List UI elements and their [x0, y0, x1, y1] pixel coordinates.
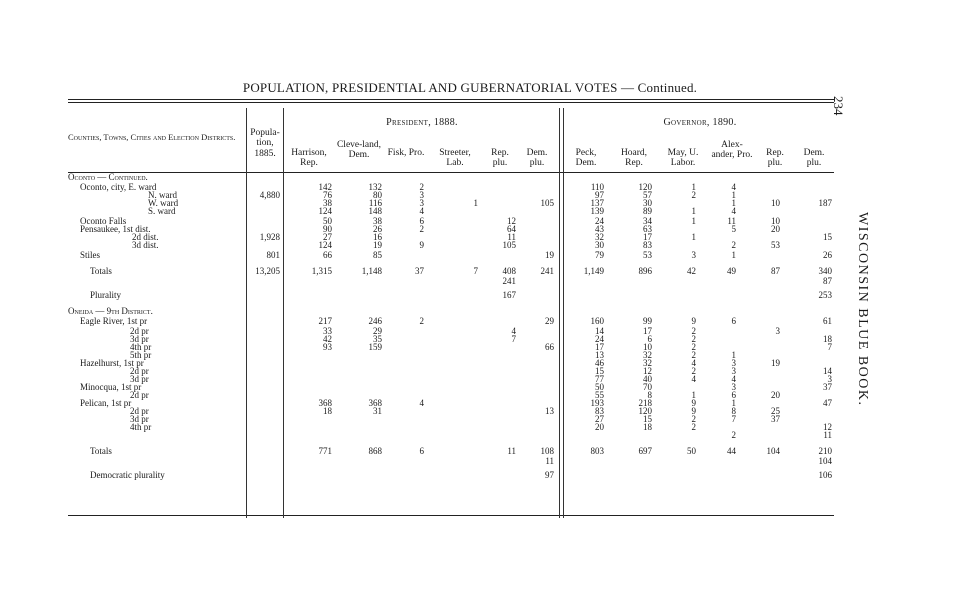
table-cell: 2 [691, 190, 696, 200]
table-cell: 108 [540, 446, 554, 456]
table-cell: 408 [502, 266, 516, 276]
table-cell: 2 [691, 334, 696, 344]
table-cell: 37 [771, 414, 780, 424]
table-cell: 6 [731, 390, 736, 400]
table-cell: 241 [502, 276, 516, 286]
table-cell: 11 [727, 216, 736, 226]
table-cell: 1,928 [259, 232, 280, 242]
table-cell: 2 [691, 366, 696, 376]
col-fisk: Fisk, Pro. [387, 148, 425, 158]
row-label [68, 470, 270, 480]
table-cell: 63 [643, 224, 652, 234]
col-rep-plu-1890: Rep. plu. [766, 148, 784, 169]
col-cleveland: Cleve-land, Dem. [336, 140, 382, 161]
table-row [68, 250, 834, 260]
table-cell: 50 [595, 382, 604, 392]
row-label [68, 240, 312, 250]
table-cell: 1,315 [311, 266, 332, 276]
row-label-text: 4th pr [130, 422, 152, 432]
table-cell: 32 [595, 232, 604, 242]
table-cell: 6 [647, 334, 652, 344]
table-cell: 11 [507, 446, 516, 456]
row-label-text: Stiles [80, 250, 101, 260]
table-cell: 120 [638, 406, 652, 416]
table-row [68, 276, 834, 286]
table-cell: 167 [502, 290, 516, 300]
row-label-text: Plurality [90, 290, 121, 300]
table-cell: 116 [368, 198, 382, 208]
row-label-text: S. ward [148, 206, 176, 216]
table-cell: 218 [638, 398, 652, 408]
table-cell: 241 [540, 266, 554, 276]
table-cell: 33 [323, 326, 332, 336]
table-cell: 20 [771, 224, 780, 234]
table-cell: 83 [643, 240, 652, 250]
col-may: May, U. Labor. [667, 148, 699, 169]
table-cell: 76 [323, 190, 332, 200]
table-cell: 50 [687, 446, 696, 456]
table-row [68, 172, 834, 182]
row-label-text: 4th pr [130, 342, 152, 352]
table-cell: 3 [731, 358, 736, 368]
table-cell: 120 [638, 182, 652, 192]
col-alexander: Alex-ander, Pro. [711, 140, 753, 161]
top-rule-double [68, 102, 834, 103]
table-cell: 4,880 [259, 190, 280, 200]
table-cell: 1 [731, 250, 736, 260]
table-cell: 46 [595, 358, 604, 368]
table-cell: 2 [691, 414, 696, 424]
table-cell: 2 [691, 326, 696, 336]
table-bottom-rule [68, 515, 834, 516]
table-cell: 2 [731, 430, 736, 440]
table-cell: 7 [511, 334, 516, 344]
table-cell: 159 [368, 342, 382, 352]
table-cell: 7 [827, 342, 832, 352]
col-streeter: Streeter, Lab. [439, 148, 471, 169]
table-cell: 4 [419, 206, 424, 216]
table-cell: 77 [595, 374, 604, 384]
table-cell: 253 [818, 290, 832, 300]
top-rule [68, 99, 834, 100]
table-row [68, 456, 834, 466]
table-cell: 3 [419, 190, 424, 200]
row-label-text: W. ward [148, 198, 179, 208]
table-cell: 20 [771, 390, 780, 400]
table-cell: 142 [318, 182, 332, 192]
table-row [68, 316, 834, 326]
col-peck: Peck, Dem. [575, 148, 597, 169]
table-cell: 79 [595, 250, 604, 260]
table-cell: 10 [771, 216, 780, 226]
table-cell: 14 [595, 326, 604, 336]
table-cell: 37 [415, 266, 424, 276]
table-cell: 187 [818, 198, 832, 208]
table-cell: 93 [323, 342, 332, 352]
row-label-text: 2d pr [130, 390, 149, 400]
table-cell: 37 [823, 382, 832, 392]
table-cell: 14 [823, 366, 832, 376]
table-cell: 90 [323, 224, 332, 234]
table-cell: 15 [643, 414, 652, 424]
table-cell: 340 [818, 266, 832, 276]
col-dem-plu-1890: Dem. plu. [803, 148, 825, 169]
table-cell: 132 [368, 182, 382, 192]
row-label [68, 446, 270, 456]
table-row [68, 206, 834, 216]
table-cell: 9 [691, 398, 696, 408]
table-cell: 64 [507, 224, 516, 234]
row-label-text: Oconto, city, E. ward [80, 182, 157, 192]
table-cell: 55 [595, 390, 604, 400]
table-cell: 9 [691, 406, 696, 416]
table-cell: 25 [771, 406, 780, 416]
table-cell: 19 [545, 250, 554, 260]
table-cell: 3 [731, 382, 736, 392]
col-rep-plu-1888: Rep. plu. [491, 148, 509, 169]
table-cell: 66 [545, 342, 554, 352]
table-cell: 896 [638, 266, 652, 276]
table-cell: 4 [731, 182, 736, 192]
row-label [68, 206, 328, 216]
table-cell: 99 [643, 316, 652, 326]
governor-group-header: Governor, 1890. [663, 117, 737, 128]
table-cell: 2 [419, 316, 424, 326]
table-cell: 87 [823, 276, 832, 286]
col-dem-plu-1888: Dem. plu. [526, 148, 548, 169]
table-cell: 15 [595, 366, 604, 376]
row-label [68, 266, 270, 276]
col-hoard: Hoard, Rep. [620, 148, 648, 169]
table-cell: 53 [771, 240, 780, 250]
table-cell: 137 [590, 198, 604, 208]
table-cell: 24 [595, 216, 604, 226]
table-cell: 104 [766, 446, 780, 456]
table-row [68, 430, 834, 440]
table-cell: 17 [595, 342, 604, 352]
table-cell: 246 [368, 316, 382, 326]
row-label-text: Pensaukee, 1st dist. [80, 224, 151, 234]
table-cell: 49 [727, 266, 736, 276]
table-cell: 110 [590, 182, 604, 192]
table-cell: 97 [595, 190, 604, 200]
table-cell: 47 [823, 398, 832, 408]
table-cell: 105 [540, 198, 554, 208]
table-cell: 1 [691, 182, 696, 192]
table-cell: 3 [731, 366, 736, 376]
table-cell: 66 [323, 250, 332, 260]
row-label [68, 316, 260, 326]
row-label-text: 3d pr [130, 414, 149, 424]
table-cell: 8 [731, 406, 736, 416]
table-cell: 104 [818, 456, 832, 466]
table-cell: 105 [502, 240, 516, 250]
row-label-text: Eagle River, 1st pr [80, 316, 148, 326]
row-label-text: Totals [90, 446, 112, 456]
table-cell: 4 [511, 326, 516, 336]
table-row [68, 446, 834, 456]
president-group-header: President, 1888. [386, 117, 458, 128]
table-cell: 124 [318, 240, 332, 250]
table-cell: 13 [545, 406, 554, 416]
table-cell: 368 [318, 398, 332, 408]
table-row [68, 240, 834, 250]
table-cell: 801 [266, 250, 280, 260]
row-label [68, 172, 248, 182]
table-cell: 18 [323, 406, 332, 416]
table-cell: 771 [318, 446, 332, 456]
table-cell: 32 [643, 350, 652, 360]
table-cell: 26 [373, 224, 382, 234]
table-cell: 7 [731, 414, 736, 424]
table-cell: 803 [590, 446, 604, 456]
table-cell: 3 [827, 374, 832, 384]
table-cell: 1 [691, 216, 696, 226]
table-cell: 9 [691, 316, 696, 326]
table-cell: 8 [647, 390, 652, 400]
table-cell: 193 [590, 398, 604, 408]
table-cell: 9 [419, 240, 424, 250]
table-cell: 38 [373, 216, 382, 226]
table-cell: 4 [731, 206, 736, 216]
table-cell: 17 [643, 326, 652, 336]
population-header: Popula-tion, 1885. [250, 128, 280, 159]
table-cell: 4 [419, 398, 424, 408]
row-label-text: 5th pr [130, 350, 152, 360]
table-cell: 1 [731, 350, 736, 360]
table-cell: 1 [691, 232, 696, 242]
table-cell: 368 [368, 398, 382, 408]
row-label-text: 3d pr [130, 374, 149, 384]
stub-header: Counties, Towns, Cities and Election Districts. [68, 132, 236, 142]
table-cell: 6 [731, 316, 736, 326]
table-cell: 29 [545, 316, 554, 326]
table-cell: 12 [643, 366, 652, 376]
row-label-text: 2d pr [130, 326, 149, 336]
table-cell: 7 [473, 266, 478, 276]
table-cell: 2 [419, 224, 424, 234]
table-cell: 24 [595, 334, 604, 344]
table-cell: 18 [643, 422, 652, 432]
table-cell: 50 [323, 216, 332, 226]
row-label-text: Oconto — Continued. [68, 172, 148, 182]
table-row [68, 306, 834, 316]
table-cell: 70 [643, 382, 652, 392]
table-cell: 15 [823, 232, 832, 242]
table-cell: 16 [373, 232, 382, 242]
table-cell: 1,149 [583, 266, 604, 276]
table-cell: 27 [323, 232, 332, 242]
table-cell: 38 [323, 198, 332, 208]
table-cell: 4 [691, 374, 696, 384]
table-cell: 1 [691, 206, 696, 216]
row-label-text: Democratic plurality [90, 470, 165, 480]
table-cell: 19 [771, 358, 780, 368]
table-cell: 1,148 [361, 266, 382, 276]
row-label-text: Hazelhurst, 1st pr [80, 358, 144, 368]
table-cell: 42 [323, 334, 332, 344]
row-label-text: Oneida — 9th District. [68, 306, 153, 316]
table-cell: 87 [771, 266, 780, 276]
table-cell: 2 [691, 342, 696, 352]
table-cell: 3 [691, 250, 696, 260]
table-cell: 160 [590, 316, 604, 326]
table-cell: 30 [595, 240, 604, 250]
table-cell: 11 [823, 430, 832, 440]
table-cell: 34 [643, 216, 652, 226]
table-cell: 3 [775, 326, 780, 336]
table-cell: 20 [595, 422, 604, 432]
table-cell: 57 [643, 190, 652, 200]
table-cell: 4 [731, 374, 736, 384]
table-cell: 43 [595, 224, 604, 234]
row-label [68, 250, 260, 260]
table-cell: 97 [545, 470, 554, 480]
table-cell: 11 [507, 232, 516, 242]
table-cell: 31 [373, 406, 382, 416]
table-cell: 10 [771, 198, 780, 208]
table-cell: 6 [419, 216, 424, 226]
table-cell: 148 [368, 206, 382, 216]
table-cell: 1 [731, 190, 736, 200]
table-cell: 18 [823, 334, 832, 344]
table-cell: 210 [818, 446, 832, 456]
table-cell: 35 [373, 334, 382, 344]
table-cell: 2 [419, 182, 424, 192]
table-cell: 697 [638, 446, 652, 456]
row-label-text: Oconto Falls [80, 216, 127, 226]
row-label-text: 2d pr [130, 406, 149, 416]
table-cell: 1 [473, 198, 478, 208]
table-cell: 19 [373, 240, 382, 250]
table-cell: 4 [691, 358, 696, 368]
table-cell: 12 [823, 422, 832, 432]
table-cell: 40 [643, 374, 652, 384]
table-cell: 27 [595, 414, 604, 424]
table-cell: 42 [687, 266, 696, 276]
table-cell: 29 [373, 326, 382, 336]
table-cell: 53 [643, 250, 652, 260]
table-row [68, 266, 834, 276]
row-label-text: Minocqua, 1st pr [80, 382, 142, 392]
table-cell: 13 [595, 350, 604, 360]
table-cell: 1 [731, 198, 736, 208]
row-label-text: 2d dist. [132, 232, 159, 242]
table-cell: 2 [691, 350, 696, 360]
table-cell: 139 [590, 206, 604, 216]
table-cell: 868 [368, 446, 382, 456]
table-cell: 2 [691, 422, 696, 432]
row-label-text: Pelican, 1st pr [80, 398, 132, 408]
table-cell: 11 [545, 456, 554, 466]
table-cell: 61 [823, 316, 832, 326]
table-cell: 10 [643, 342, 652, 352]
row-label-text: N. ward [148, 190, 177, 200]
table-cell: 89 [643, 206, 652, 216]
table-cell: 85 [373, 250, 382, 260]
table-cell: 83 [595, 406, 604, 416]
table-cell: 12 [507, 216, 516, 226]
table-row [68, 290, 834, 300]
table-cell: 13,205 [255, 266, 280, 276]
table-cell: 80 [373, 190, 382, 200]
book-name: WISCONSIN BLUE BOOK. [855, 212, 870, 407]
table-cell: 26 [823, 250, 832, 260]
table-cell: 1 [691, 390, 696, 400]
row-label-text: 2d pr [130, 366, 149, 376]
table-cell: 5 [731, 224, 736, 234]
page-title: POPULATION, PRESIDENTIAL AND GUBERNATORIAL VOTES — Continued. [242, 80, 698, 95]
table-cell: 106 [818, 470, 832, 480]
table-cell: 17 [643, 232, 652, 242]
row-label [68, 290, 270, 300]
table-cell: 6 [419, 446, 424, 456]
table-cell: 30 [643, 198, 652, 208]
table-cell: 2 [731, 240, 736, 250]
table-row [68, 470, 834, 480]
table-cell: 217 [318, 316, 332, 326]
col-harrison: Harrison, Rep. [291, 148, 327, 169]
table-cell: 44 [727, 446, 736, 456]
row-label [68, 306, 248, 316]
row-label-text: 3d pr [130, 334, 149, 344]
table-cell: 1 [731, 398, 736, 408]
page-number: 234 [831, 96, 846, 116]
row-label-text: Totals [90, 266, 112, 276]
row-label-text: 3d dist. [132, 240, 159, 250]
table-cell: 32 [643, 358, 652, 368]
table-cell: 3 [419, 198, 424, 208]
table-cell: 124 [318, 206, 332, 216]
